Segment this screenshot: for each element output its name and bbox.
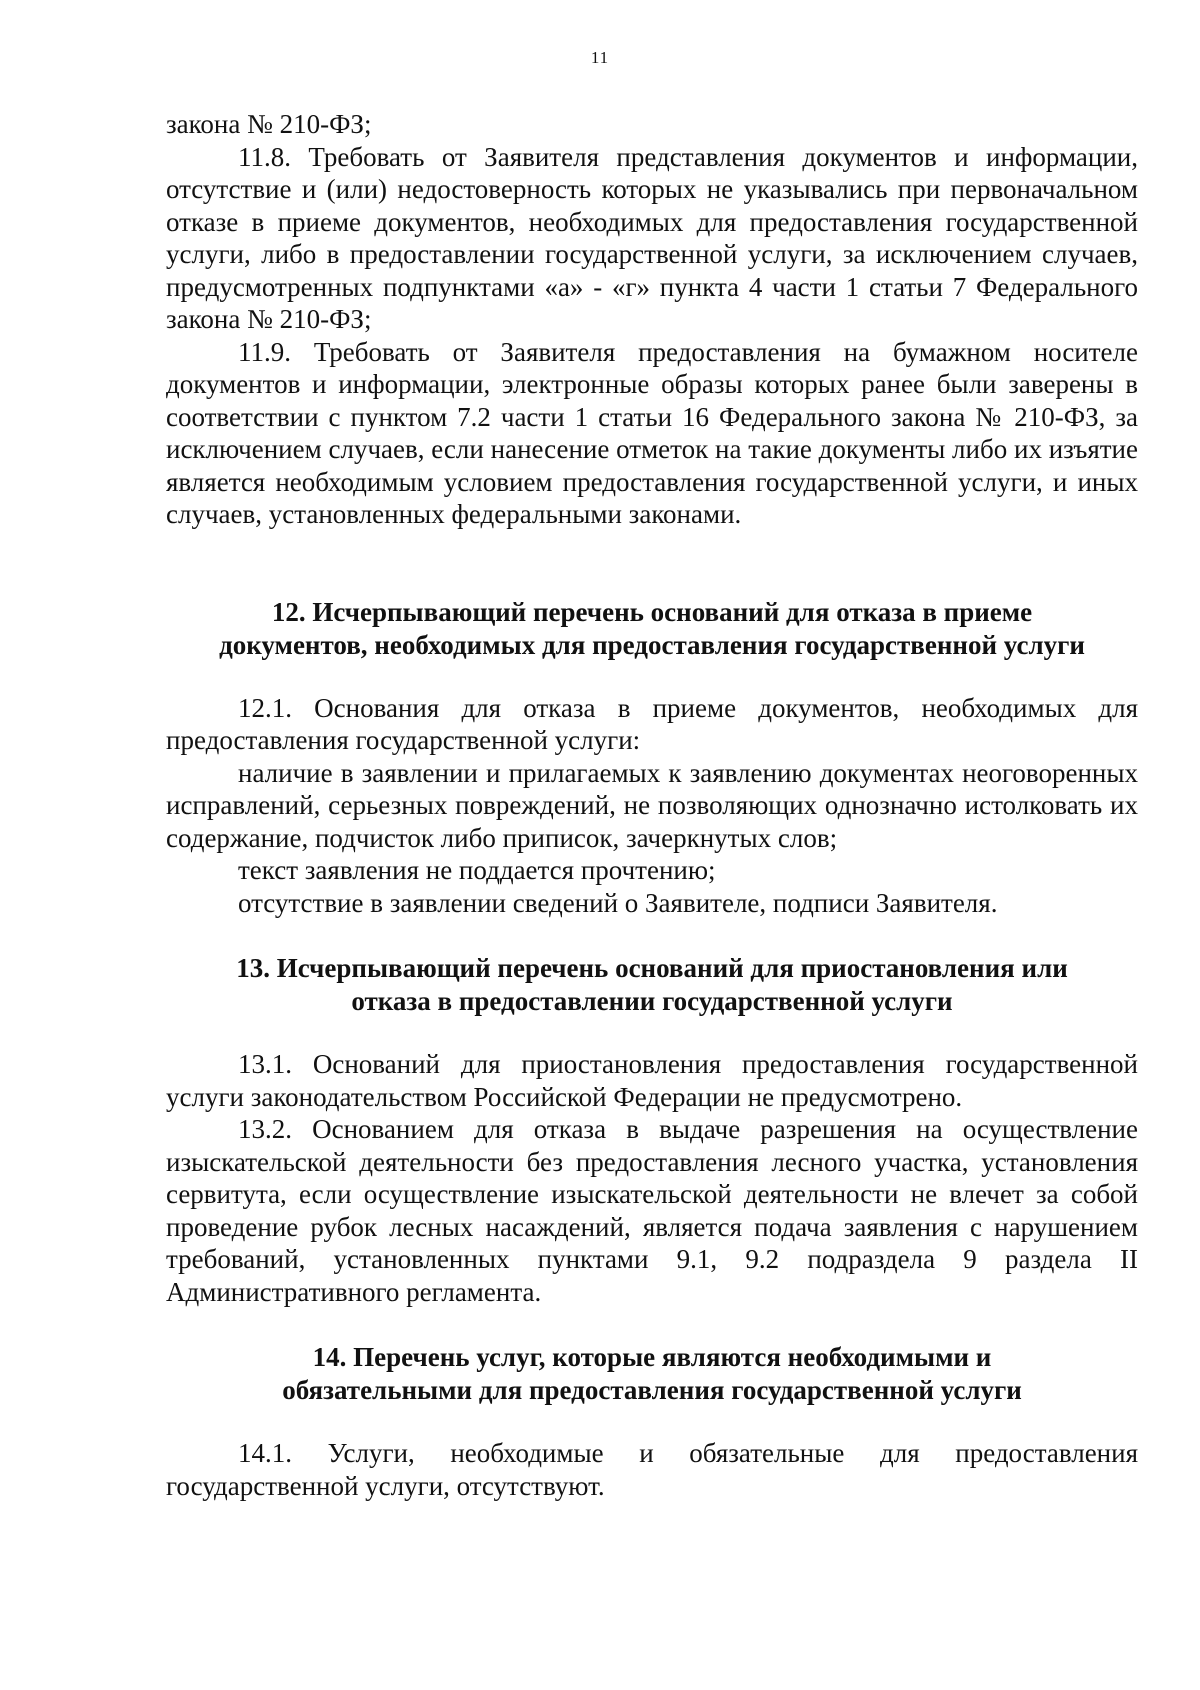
- section-13-heading-line2: отказа в предоставлении государственной услуги: [351, 986, 953, 1016]
- paragraph-12-list-1: наличие в заявлении и прилагаемых к заявлению документах неоговоренных исправлений, серьезных повреждений, не позволяющих однозначно истолковать их содержание, подчисток либо приписок, зачеркнутых слов;: [166, 757, 1138, 853]
- paragraph-12-list-3: отсутствие в заявлении сведений о Заявителе, подписи Заявителя.: [238, 887, 998, 918]
- document-body: [166, 108, 1138, 1502]
- paragraph-11-8: 11.8. Требовать от Заявителя представления документов и информации, отсутствие и (или) недостоверность которых не указывались при первоначальном отказе в приеме документов, необходимых для предоставления государственной услуги, либо в предоставлении государственной услуги, за исключением случаев, предусмотренных подпунктами «а» - «г» пункта 4 части 1 статьи 7 Федерального закона № 210-ФЗ;: [166, 141, 1138, 334]
- section-12-heading-line2: документов, необходимых для предоставления государственной услуги: [219, 629, 1085, 660]
- paragraph-11-9: 11.9. Требовать от Заявителя предоставления на бумажном носителе документов и информации, электронные образы которых ранее были заверены в соответствии с пунктом 7.2 части 1 статьи 16 Федерального закона № 210-ФЗ, за исключением случаев, если нанесение отметок на такие документы либо их изъятие является необходимым условием предоставления государственной услуги, и иных случаев, установленных федеральными законами.: [166, 336, 1138, 529]
- section-13-heading: [166, 952, 1138, 1018]
- section-13-heading-line1: 13. Исчерпывающий перечень оснований для приостановления или: [236, 953, 1068, 983]
- paragraph-12-list-2: текст заявления не поддается прочтению;: [238, 855, 716, 885]
- section-12-heading: [166, 596, 1138, 662]
- page-number: 11: [590, 48, 610, 67]
- paragraph-14-1: 14.1. Услуги, необходимые и обязательные для предоставления государственной услуги, отсутствуют.: [166, 1438, 1138, 1501]
- section-12-heading-line1: 12. Исчерпывающий перечень оснований для отказа в приеме: [271, 596, 1033, 627]
- section-14-heading: [166, 1341, 1138, 1407]
- paragraph-13-1: 13.1. Оснований для приостановления предоставления государственной услуги законодательством Российской Федерации не предусмотрено.: [166, 1049, 1138, 1112]
- paragraph-continuation: закона № 210-ФЗ;: [166, 109, 372, 139]
- paragraph-13-2: 13.2. Основанием для отказа в выдаче разрешения на осуществление изыскательской деятельности без предоставления лесного участка, установления сервитута, если осуществление изыскательской деятельности не влечет за собой проведение рубок лесных насаждений, является подача заявления с нарушением требований, установленных пунктами 9.1, 9.2 подраздела 9 раздела II Административного регламента.: [166, 1114, 1138, 1307]
- section-14-heading-line2: обязательными для предоставления государственной услуги: [282, 1375, 1022, 1405]
- paragraph-12-1: 12.1. Основания для отказа в приеме документов, необходимых для предоставления государственной услуги:: [166, 692, 1138, 755]
- section-14-heading-line1: 14. Перечень услуг, которые являются необходимыми и: [312, 1342, 992, 1372]
